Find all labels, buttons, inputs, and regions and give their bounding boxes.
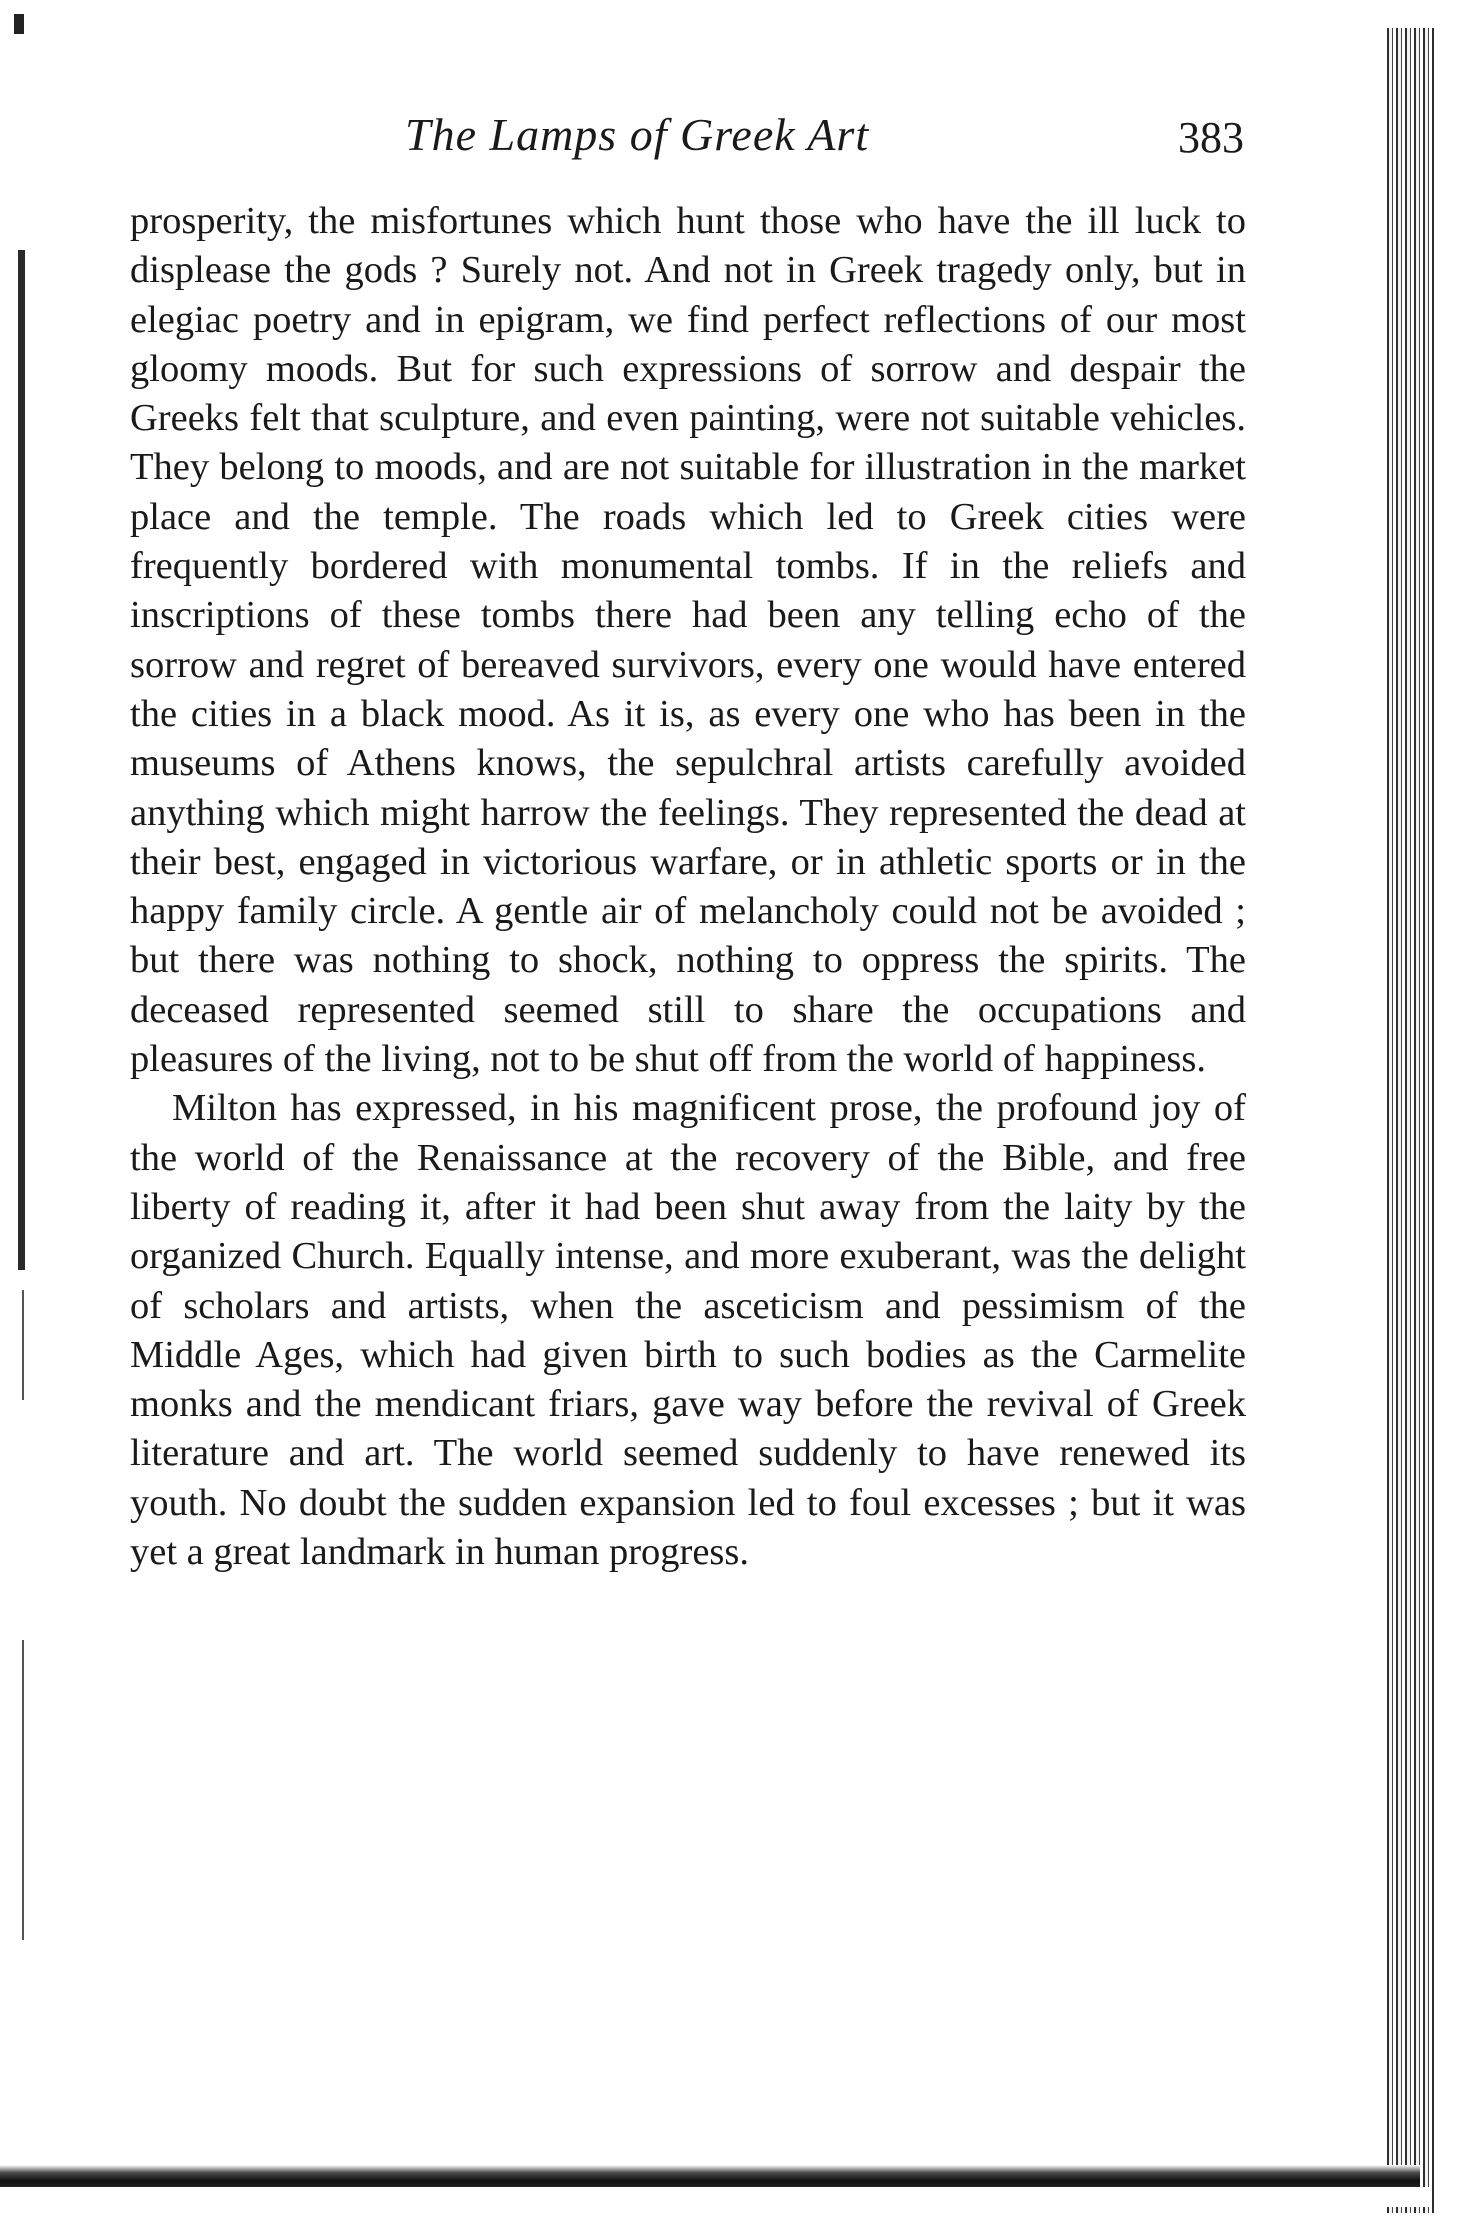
running-header bbox=[130, 108, 1246, 168]
paragraph: prosperity, the misfortunes which hunt those who have the ill luck to displease the gods ? Surely not. And not in Greek tragedy only, but in elegiac poetry and in epigram, we find perfect reflections of our most gloomy moods. But for such expressions of sorrow and despair the Greeks felt that sculpture, and even painting, were not suitable vehicles. They belong to moods, and are not suitable for illustration in the market place and the temple. The roads which led to Greek cities were frequently bordered with monumental tombs. If in the reliefs and inscriptions of these tombs there had been any telling echo of the sorrow and regret of bereaved survivors, every one would have entered the cities in a black mood. As it is, as every one who has been in the museums of Athens knows, the sepulchral artists carefully avoided anything which might harrow the feelings. They represented the dead at their best, engaged in victorious warfare, or in athletic sports or in the happy family circle. A gentle air of melancholy could not be avoided ; but there was nothing to shock, nothing to oppress the spirits. The deceased represented seemed still to share the occupations and pleasures of the living, not to be shut off from the world of happiness. bbox=[130, 200, 1246, 1081]
page-edge-right bbox=[1384, 28, 1434, 2213]
running-title: The Lamps of Greek Art bbox=[405, 109, 870, 160]
page-number: 383 bbox=[1178, 113, 1244, 162]
page-margin-bottom bbox=[0, 2187, 1430, 2207]
binding-line bbox=[22, 1640, 24, 1940]
binding-line bbox=[22, 1290, 24, 1400]
binding-shadow bbox=[18, 250, 25, 1270]
paragraph: Milton has expressed, in his magnificent prose, the profound joy of the world of the Renaissance at the recovery of the Bible, and free liberty of reading it, after it had been shut away from the laity by the organized Church. Equally intense, and more exuberant, was the delight of scholars and artists, when the asceticism and pessimism of the Middle Ages, which had given birth to such bodies as the Carmelite monks and the mendicant friars, gave way before the revival of Greek literature and art. The world seemed suddenly to have renewed its youth. No doubt the sudden expansion led to foul excesses ; but it was yet a great landmark in human progress. bbox=[130, 1087, 1246, 1574]
body-text bbox=[130, 197, 1246, 1577]
scan-mark bbox=[14, 14, 24, 34]
page-edge-bottom bbox=[0, 2165, 1420, 2187]
